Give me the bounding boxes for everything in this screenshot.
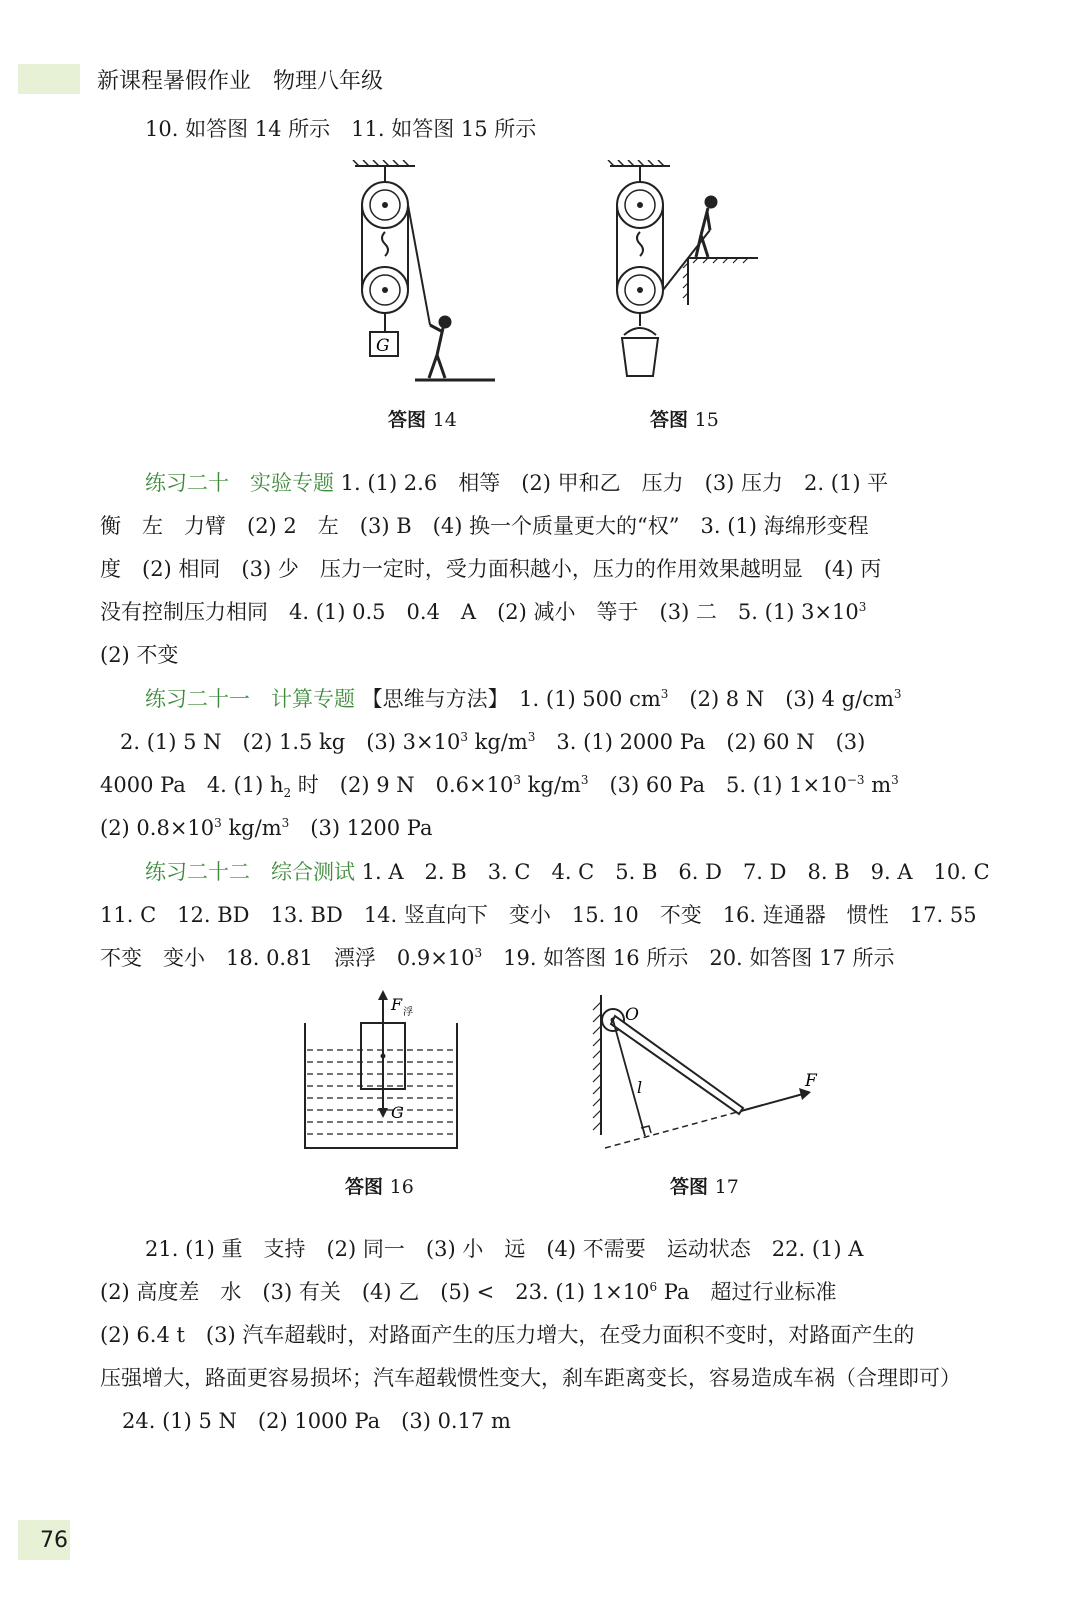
ex22-line-3: 不变 变小 18. 0.81 漂浮 $0.9\times 10^3$ 19. 如答图 16 所示 20. 如答图 17 所示 <box>100 946 895 970</box>
answer-line-24: 24. (1) 5 N (2) 1000 Pa (3) 0.17 m <box>122 1409 511 1433</box>
ex21-heading: 练习二十一 计算专题 <box>145 687 355 711</box>
figure-16-buoyancy-diagram <box>295 988 470 1153</box>
answer-line-10-11: 10. 如答图 14 所示 11. 如答图 15 所示 <box>145 117 537 141</box>
answer-line-22-23: (2) 高度差 水 (3) 有关 (4) 乙 (5) < 23. (1) $1\times 10^6$ Pa 超过行业标准 <box>100 1280 837 1304</box>
gravity-label: G <box>391 1103 404 1122</box>
pivot-label: O <box>625 1005 639 1025</box>
buoyant-force-label: F <box>391 995 403 1014</box>
figure-14-caption: 答图 14 <box>388 409 457 431</box>
figure-15-caption: 答图 15 <box>650 409 719 431</box>
buoyant-force-subscript: 浮 <box>403 1007 413 1018</box>
figure-17-caption: 答图 17 <box>670 1176 739 1198</box>
worker-figure <box>696 197 716 257</box>
ex20-line-4: 没有控制压力相同 4. (1) 0.5 0.4 A (2) 减小 等于 (3) 二 5. (1) $3\times 10^3$ <box>100 600 867 624</box>
header-accent-bar <box>18 64 80 94</box>
ex20-line-3: 度 (2) 相同 (3) 少 压力一定时，受力面积越小，压力的作用效果越明显 (4) 丙 <box>100 557 882 581</box>
lever-arm <box>611 1016 743 1114</box>
ex20-line-1: 练习二十 实验专题 1. (1) 2.6 相等 (2) 甲和乙 压力 (3) 压力 2. (1) 平 <box>145 471 889 495</box>
answer-line-23-2: (2) 6.4 t (3) 汽车超载时，对路面产生的压力增大，在受力面积不变时，对路面产生的 <box>100 1323 915 1347</box>
force-label: F <box>805 1071 817 1091</box>
arm-length-label: l <box>637 1078 643 1097</box>
worker-figure <box>429 317 450 378</box>
ex21-line-2: 2. (1) 5 N (2) 1.5 kg (3) $3\times 10^3$ $kg/m^3$ 3. (1) 2000 Pa (2) 60 N (3) <box>120 730 866 754</box>
answer-line-23-3: 压强增大，路面更容易损坏；汽车超载惯性变大，刹车距离变长，容易造成车祸（合理即可） <box>100 1366 961 1390</box>
figure-14-pulley-diagram <box>345 160 515 390</box>
ex21-line-4: (2) $0.8\times 10^3$ $kg/m^3$ (3) 1200 Pa <box>100 816 433 840</box>
figure-15-pulley-diagram <box>598 160 768 390</box>
figure-16-caption: 答图 16 <box>345 1176 414 1198</box>
page-number: 76 <box>40 1528 68 1553</box>
ex22-line-1: 练习二十二 综合测试 1. A 2. B 3. C 4. C 5. B 6. D 7. D 8. B 9. A 10. C <box>145 860 990 884</box>
ex20-line-5: (2) 不变 <box>100 643 179 667</box>
header-title: 新课程暑假作业 物理八年级 <box>97 69 384 94</box>
ex20-line-2: 衡 左 力臂 (2) 2 左 (3) B (4) 换一个质量更大的“权” 3. (1) 海绵形变程 <box>100 514 869 538</box>
ex22-heading: 练习二十二 综合测试 <box>145 860 355 884</box>
ex22-line-2: 11. C 12. BD 13. BD 14. 竖直向下 变小 15. 10 不变 16. 连通器 惯性 17. 55 <box>100 903 977 927</box>
ex20-heading: 练习二十 实验专题 <box>145 471 334 495</box>
ex21-line-3: 4000 Pa 4. (1) $h_2$ 时 (2) 9 N $0.6\times 10^3$ $kg/m^3$ (3) 60 Pa 5. (1) $1\times 10^{-3}$ $m^3$ <box>100 773 899 801</box>
bucket <box>622 338 658 376</box>
ex21-line-1: 练习二十一 计算专题 【思维与方法】 1. (1) 500 $cm^3$ (2) 8 N (3) 4 $g/cm^3$ <box>145 687 902 711</box>
weight-label: G <box>376 336 390 356</box>
answer-line-21-22: 21. (1) 重 支持 (2) 同一 (3) 小 远 (4) 不需要 运动状态 22. (1) A <box>145 1237 864 1261</box>
figure-17-lever-diagram <box>585 990 830 1155</box>
